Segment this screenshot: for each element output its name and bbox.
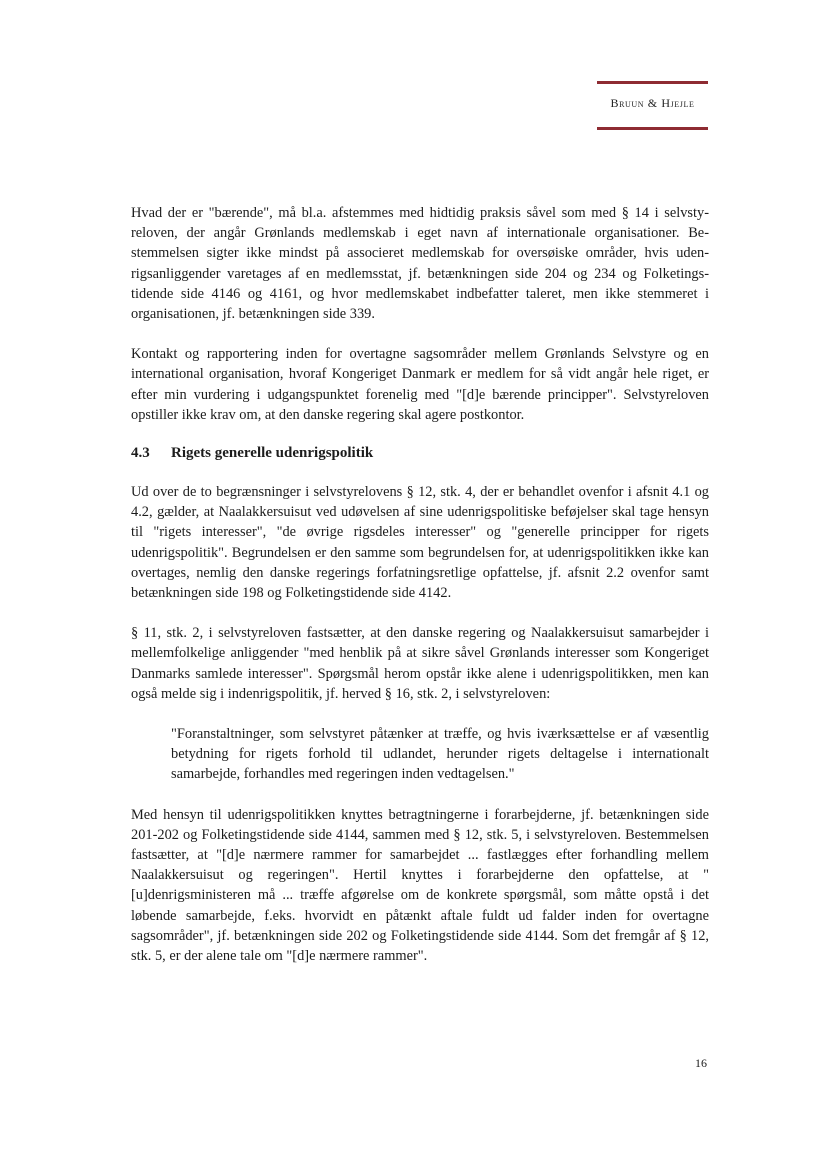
header-rule-top — [597, 81, 708, 84]
paragraph: Med hensyn til udenrigspolitikken knyttes betragtningerne i forarbejderne, jf. betænkningen side 201-202 og Folketingstidende side 4144, sammen med § 12, stk. 5, i selvstyreloven. Bestemmelsen fastsætter, at "[d]e nærmere rammer for samarbejdet ... fastlægges efter forhandling mellem Naalakkersuisut og regeringen". Hertil knyttes i forarbejderne den opfattelse, at "[u]denrigsministeren må ... træffe afgørelse om de konkrete spørgsmål, som måtte opstå i det løbende samarbejde, f.eks. hvorvidt en påtænkt aftale fuldt ud falder inden for overtagne sagsområder", jf. betænkningen side 202 og Folketingstidende side 4144. Som det fremgår af § 12, stk. 5, er der alene tale om "[d]e nærmere rammer". — [131, 806, 709, 965]
section-title: Rigets generelle udenrigspolitik — [171, 445, 374, 462]
section-number: 4.3 — [131, 445, 150, 462]
block-quote: "Foranstaltninger, som selvstyret påtænker at træffe, og hvis iværksættelse er af væsentlig betydning for rigets forhold til udlandet, herunder rigets deltagelse i internationalt samarbejde, forhandles med regeringen inden vedtagelsen." — [171, 726, 709, 783]
section-heading — [131, 443, 709, 463]
paragraph: Kontakt og rapportering inden for overtagne sagsområder mellem Grønlands Selvstyre og en international organisation, hvoraf Kongeriget Danmark er medlem for så vidt angår hele riget, er efter min vurdering i udgangspunktet forenelig med "[d]e bærende principper". Selvstyreloven opstiller ikke krav om, at den danske regering skal agere postkontor. — [131, 346, 709, 423]
header-rule-bottom — [597, 127, 708, 130]
brand-name: Bruun & Hjejle — [610, 96, 695, 110]
document-body — [131, 203, 709, 966]
page-number: 16 — [695, 1056, 707, 1070]
paragraph: Ud over de to begrænsninger i selvstyrelovens § 12, stk. 4, der er behandlet ovenfor i afsnit 4.1 og 4.2, gælder, at Naalakkersuisut ved udøvelsen af sine udenrigspolitiske beføjelser skal tage hensyn til "rigets interesser", "de øvrige rigsdeles interesser" og "generelle principper for rigets udenrigspolitik". Begrundelsen er den samme som begrundelsen for, at udenrigspolitikken ikke kan overtages, nemlig den danske regerings forfatningsretlige opfattelse, jf. afsnit 2.2 ovenfor samt betænkningen side 198 og Folketingstidende side 4142. — [131, 484, 709, 602]
paragraph: § 11, stk. 2, i selvstyreloven fastsætter, at den danske regering og Naalakkersuisut samarbejder i mellemfolkelige anliggender "med henblik på at sikre såvel Grønlands interesser som Kongeriget Danmarks samlede interesser". Spørgsmål herom opstår ikke alene i udenrigspolitikken, men kan også melde sig i indenrigspolitik, jf. herved § 16, stk. 2, i selvstyreloven: — [131, 625, 709, 702]
paragraph: Hvad der er "bærende", må bl.a. afstemmes med hidtidig praksis såvel som med § 14 i selvstyreloven, der angår Grønlands medlemskab i eget navn af internationale organisationer. Bestemmelsen sigter ikke mindst på associeret medlemskab for oversøiske områder, hvis udenrigsanliggender varetages af en medlemsstat, jf. betænkningen side 204 og 234 og Folketingstidende side 4146 og 4161, og hvor medlemskabet indbefatter taleret, men ikke stemmeret i organisationen, jf. betænkningen side 339. — [131, 205, 709, 323]
